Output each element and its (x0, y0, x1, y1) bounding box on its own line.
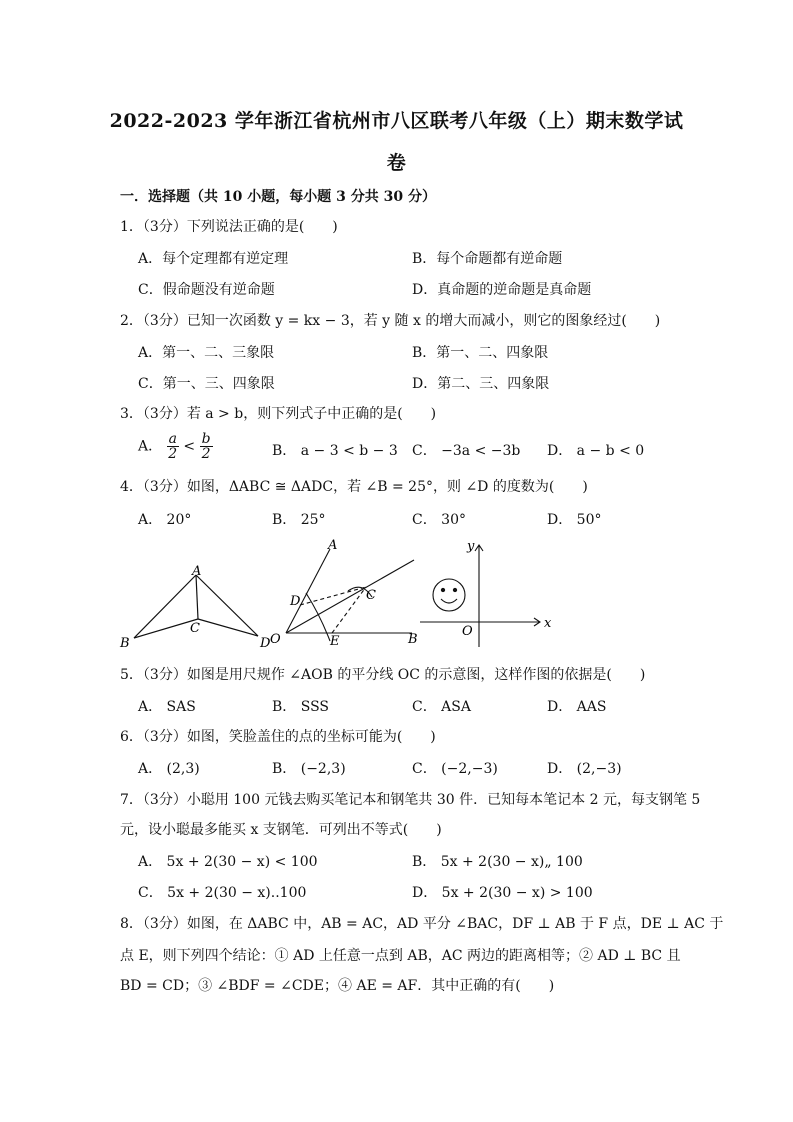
label-y-axis: y (467, 539, 475, 554)
q4-option-b: B． 25° (272, 512, 326, 528)
fraction-a-over-2: $\frac{a}{2}$ (168, 431, 178, 462)
q7-option-a: A． 5x + 2(30 − x) < 100 (138, 854, 318, 870)
label-C2: C (366, 588, 376, 603)
page-title-line1: 2022-2023 学年浙江省杭州市八区联考八年级（上）期末数学试 (109, 110, 684, 132)
q3-option-a (138, 432, 213, 461)
q1-option-c: C．假命题没有逆命题 (138, 282, 275, 298)
label-origin: O (462, 624, 473, 639)
q5-option-b: B． SSS (272, 699, 330, 715)
question-8-line1: 8．（3分）如图，在 ΔABC 中，AB = AC，AD 平分 ∠BAC，DF ⊥ AB 于 F 点，DE ⊥ AC 于 (120, 916, 724, 932)
question-8-line3: BD = CD；③ ∠BDF = ∠CDE；④ AE = AF．其中正确的有( ) (120, 978, 555, 994)
q4-option-d: D． 50° (547, 512, 602, 528)
q2-option-b: B．第一、二、四象限 (412, 345, 549, 361)
label-O2: O (270, 632, 281, 647)
q7-option-b: B． 5x + 2(30 − x)„ 100 (412, 854, 583, 870)
fraction-b-over-2: $\frac{b}{2}$ (201, 431, 211, 462)
question-2-stem: 2．（3分）已知一次函数 y = kx − 3，若 y 随 x 的增大而减小，则它的图象经过( ) (120, 313, 661, 329)
q3-option-a-prefix: A． (138, 438, 163, 455)
q3-option-c: C． −3a < −3b (412, 443, 521, 459)
label-A: A (192, 564, 202, 579)
q7-option-d: D． 5x + 2(30 − x) > 100 (412, 885, 593, 901)
question-7-line1: 7．（3分）小聪用 100 元钱去购买笔记本和钢笔共 30 件．已知每本笔记本 2 元，每支钢笔 5 (120, 792, 701, 808)
question-8-line2: 点 E，则下列四个结论：① AD 上任意一点到 AB，AC 两边的距离相等；② AD ⊥ BC 且 (120, 948, 681, 964)
q1-option-b: B．每个命题都有逆命题 (412, 251, 563, 267)
q1-option-d: D．真命题的逆命题是真命题 (412, 282, 592, 298)
smiley-face-icon (433, 579, 465, 611)
q1-option-a: A．每个定理都有逆定理 (138, 251, 289, 267)
question-5-stem: 5．（3分）如图是用尺规作 ∠AOB 的平分线 OC 的示意图，这样作图的依据是( ) (120, 667, 646, 683)
page-title-line2: 卷 (386, 152, 407, 174)
question-1-stem: 1．（3分）下列说法正确的是( ) (120, 219, 338, 235)
q6-option-d: D． (2,−3) (547, 761, 622, 777)
label-B: B (120, 636, 130, 651)
q2-option-a: A．第一、二、三象限 (138, 345, 275, 361)
q4-option-c: C． 30° (412, 512, 466, 528)
q5-option-c: C． ASA (412, 699, 471, 715)
figure-coordinate-plane (420, 545, 540, 647)
q3-option-d: D． a − b < 0 (547, 443, 645, 459)
question-7-line2: 元，设小聪最多能买 x 支钢笔．可列出不等式( ) (120, 822, 442, 838)
label-E2: E (330, 634, 340, 649)
question-4-stem: 4．（3分）如图，ΔABC ≅ ΔADC，若 ∠B = 25°，则 ∠D 的度数为( ) (120, 479, 588, 495)
question-6-stem: 6．（3分）如图，笑脸盖住的点的坐标可能为( ) (120, 729, 436, 745)
label-D2: D (290, 594, 301, 609)
figure-angle-bisector (286, 549, 414, 641)
label-A2: A (328, 538, 338, 553)
figures-row (110, 535, 690, 655)
q6-option-a: A． (2,3) (138, 761, 200, 777)
q4-option-a: A． 20° (138, 512, 192, 528)
less-than-sign: < (183, 438, 196, 455)
q2-option-c: C．第一、三、四象限 (138, 376, 275, 392)
q3-option-b: B． a − 3 < b − 3 (272, 443, 398, 459)
q5-option-d: D． AAS (547, 699, 607, 715)
q6-option-b: B． (−2,3) (272, 761, 346, 777)
q6-option-c: C． (−2,−3) (412, 761, 498, 777)
label-D: D (260, 636, 271, 651)
question-3-stem: 3．（3分）若 a > b，则下列式子中正确的是( ) (120, 406, 437, 422)
q5-option-a: A． SAS (138, 699, 196, 715)
label-B2: B (408, 632, 418, 647)
label-C: C (190, 621, 200, 636)
q7-option-c: C． 5x + 2(30 − x)..100 (138, 885, 307, 901)
label-x-axis: x (544, 616, 552, 631)
section-heading: 一．选择题（共 10 小题，每小题 3 分共 30 分） (120, 189, 436, 205)
q2-option-d: D．第二、三、四象限 (412, 376, 550, 392)
